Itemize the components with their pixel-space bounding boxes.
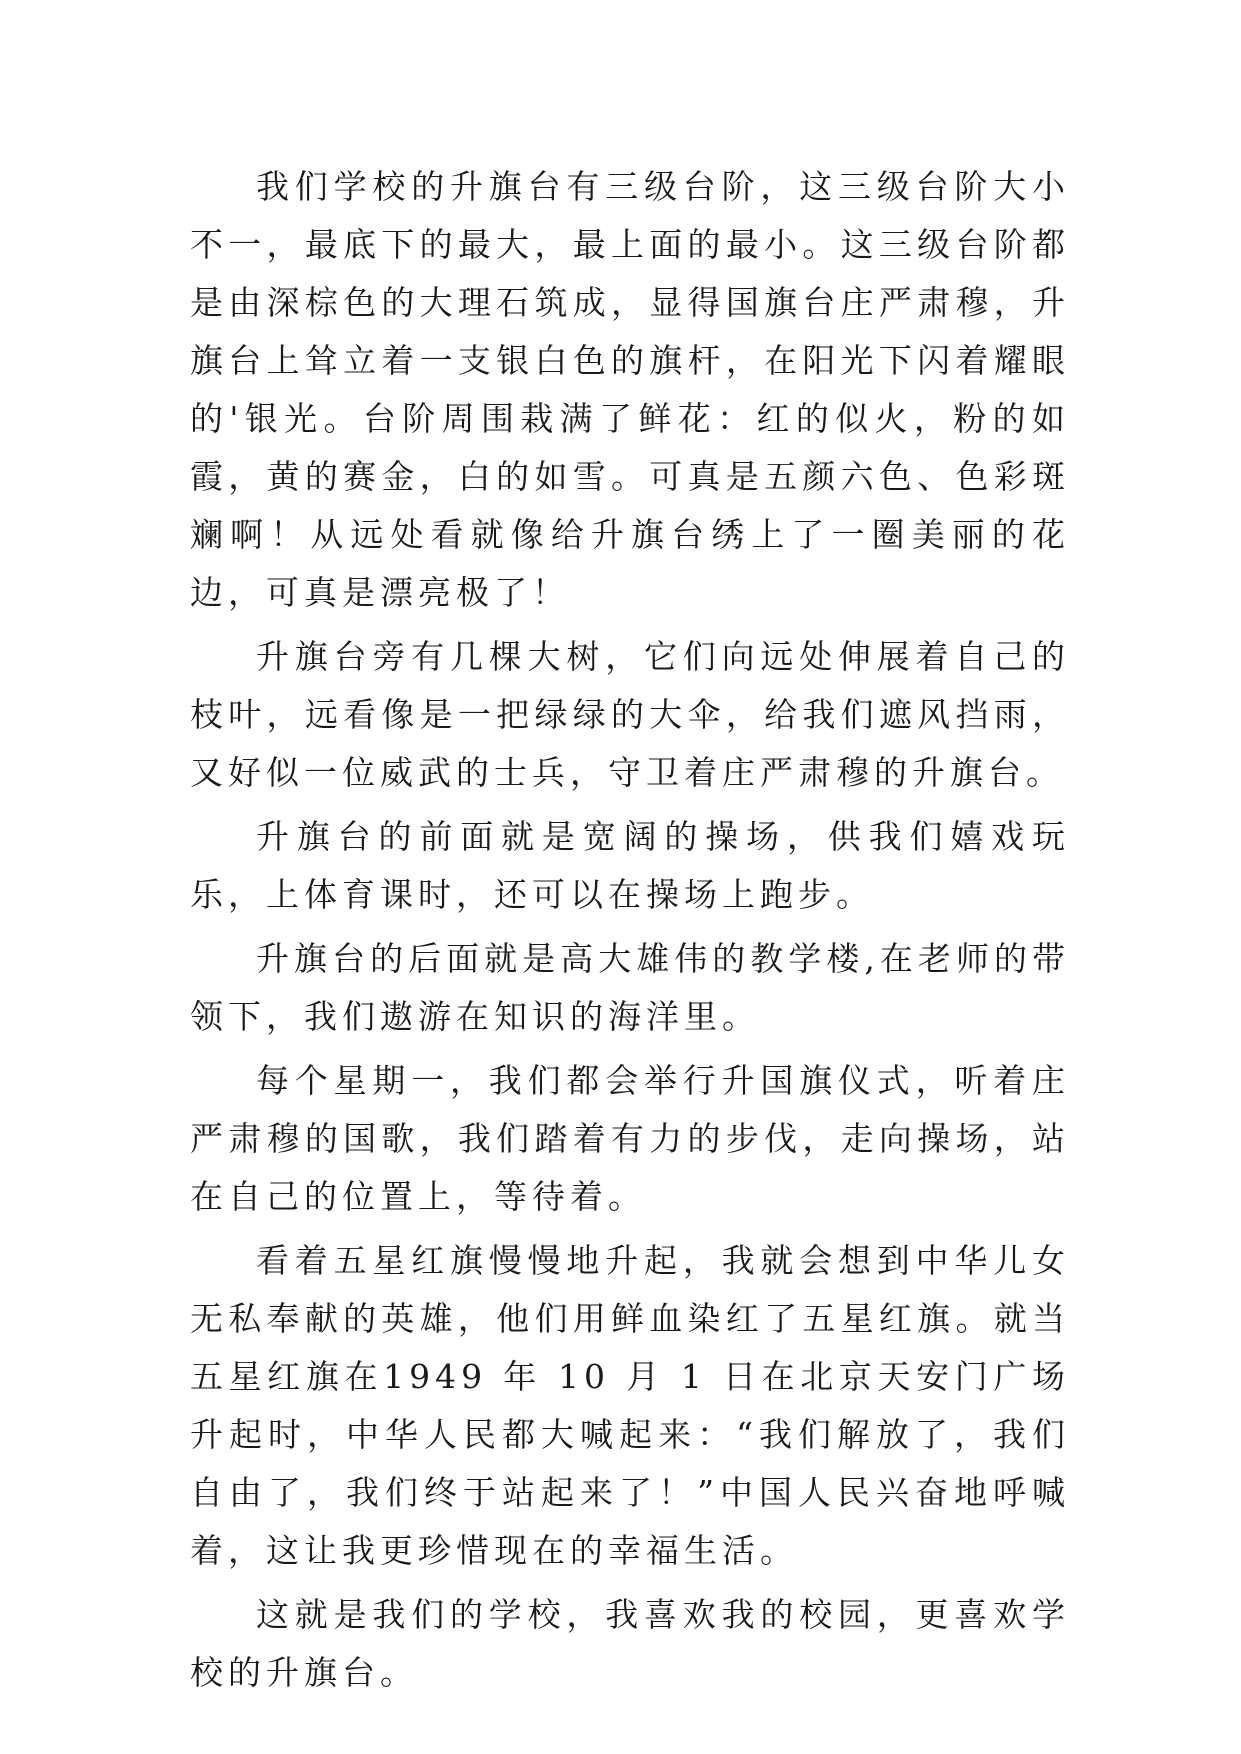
paragraph-7: 这就是我们的学校，我喜欢我的校园，更喜欢学校的升旗台。	[190, 1595, 1070, 1692]
paragraph-1: 我们学校的升旗台有三级台阶，这三级台阶大小不一，最底下的最大，最上面的最小。这三级台阶都是由深棕色的大理石筑成，显得国旗台庄严肃穆，升旗台上耸立着一支银白色的旗杆，在阳光下闪着耀眼的'银光。台阶周围栽满了鲜花：红的似火，粉的如霞，黄的赛金，白的如雪。可真是五颜六色、色彩斑斓啊！从远处看就像给升旗台绣上了一圈美丽的花边，可真是漂亮极了！	[190, 167, 1070, 612]
paragraph-5: 每个星期一，我们都会举行升国旗仪式，听着庄严肃穆的国歌，我们踏着有力的步伐，走向操场，站在自己的位置上，等待着。	[190, 1061, 1070, 1216]
document-body	[190, 158, 1070, 1708]
paragraph-6: 看着五星红旗慢慢地升起，我就会想到中华儿女无私奉献的英雄，他们用鲜血染红了五星红旗。就当五星红旗在1949 年 10 月 1 日在北京天安门广场升起时，中华人民都大喊起来：“我们解放了，我们自由了，我们终于站起来了！”中国人民兴奋地呼喊着，这让我更珍惜现在的幸福生活。	[190, 1241, 1070, 1570]
paragraph-4: 升旗台的后面就是高大雄伟的教学楼,在老师的带领下，我们遨游在知识的海洋里。	[190, 939, 1070, 1036]
paragraph-2: 升旗台旁有几棵大树，它们向远处伸展着自己的枝叶，远看像是一把绿绿的大伞，给我们遮风挡雨，又好似一位威武的士兵，守卫着庄严肃穆的升旗台。	[190, 637, 1070, 792]
paragraph-3: 升旗台的前面就是宽阔的操场，供我们嬉戏玩乐，上体育课时，还可以在操场上跑步。	[190, 817, 1070, 914]
